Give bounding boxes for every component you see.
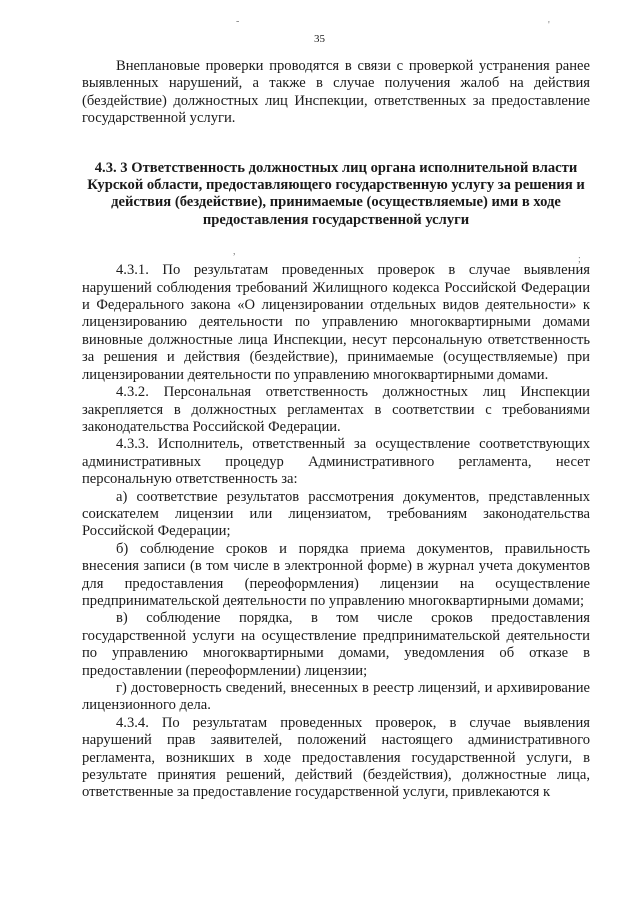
- list-item-a: а) соответствие результатов рассмотрения документов, представленных соискателем лицензии или лицензиатом, требованиям законодательства Российской Федерации;: [82, 488, 590, 540]
- document-body: [82, 58, 590, 802]
- list-item-b: б) соблюдение сроков и порядка приема документов, правильность внесения записи (в том числе в электронной форме) в журнал учета документов для предоставления (переоформления) лицензии на осуществление предпринимательской деятельности по управлению многоквартирными домами;: [82, 540, 590, 609]
- paragraph-4-3-1: 4.3.1. По результатам проведенных проверок в случае выявления нарушений соблюдения требований Жилищного кодекса Российской Федерации и Федерального закона «О лицензировании отдельных видов деятельности» к лицензированию деятельности по управлению многоквартирными домами виновные должностные лица Инспекции, несут персональную ответственность за решения и действия (бездействие), принимаемые (осуществляемые) при лицензировании деятельности по управлению многоквартирными домами.: [82, 262, 590, 383]
- intro-paragraph: Внеплановые проверки проводятся в связи с проверкой устранения ранее выявленных нарушений, а также в случае получения жалоб на действия (бездействие) должностных лиц Инспекции, ответственных за предоставление государственной услуги.: [82, 58, 590, 127]
- page-number: 35: [314, 33, 325, 45]
- list-item-g: г) достоверность сведений, внесенных в реестр лицензий, и архивирование лицензионного дела.: [82, 680, 590, 714]
- paragraph-4-3-3: 4.3.3. Исполнитель, ответственный за осуществление соответствующих административных процедур Административного регламента, несет персональную ответственность за:: [82, 436, 590, 488]
- section-heading: 4.3. 3 Ответственность должностных лиц органа исполнительной власти Курской области, предоставляющего государственную услугу за решения и действия (бездействие), принимаемые (осуществляемые) ими в ходе предоставления государственной услуги: [87, 159, 585, 228]
- paragraph-4-3-2: 4.3.2. Персональная ответственность должностных лиц Инспекции закрепляется в должностных регламентах в соответствии с требованиями законодательства Российской Федерации.: [82, 384, 590, 435]
- paragraph-4-3-4: 4.3.4. По результатам проведенных проверок, в случае выявления нарушений прав заявителей, положений настоящего административного регламента, возникших в ходе предоставления государственной услуги, в результате принятия решений, действий (бездействия), должностные лица, ответственные за предоставление государственной услуги, привлекаются к: [82, 714, 590, 801]
- list-item-v: в) соблюдение порядка, в том числе сроков предоставления государственной услуги на осуществление предпринимательской деятельности по управлению многоквартирными домами, уведомления об отказе в предоставлении (переоформлении) лицензии;: [82, 610, 590, 679]
